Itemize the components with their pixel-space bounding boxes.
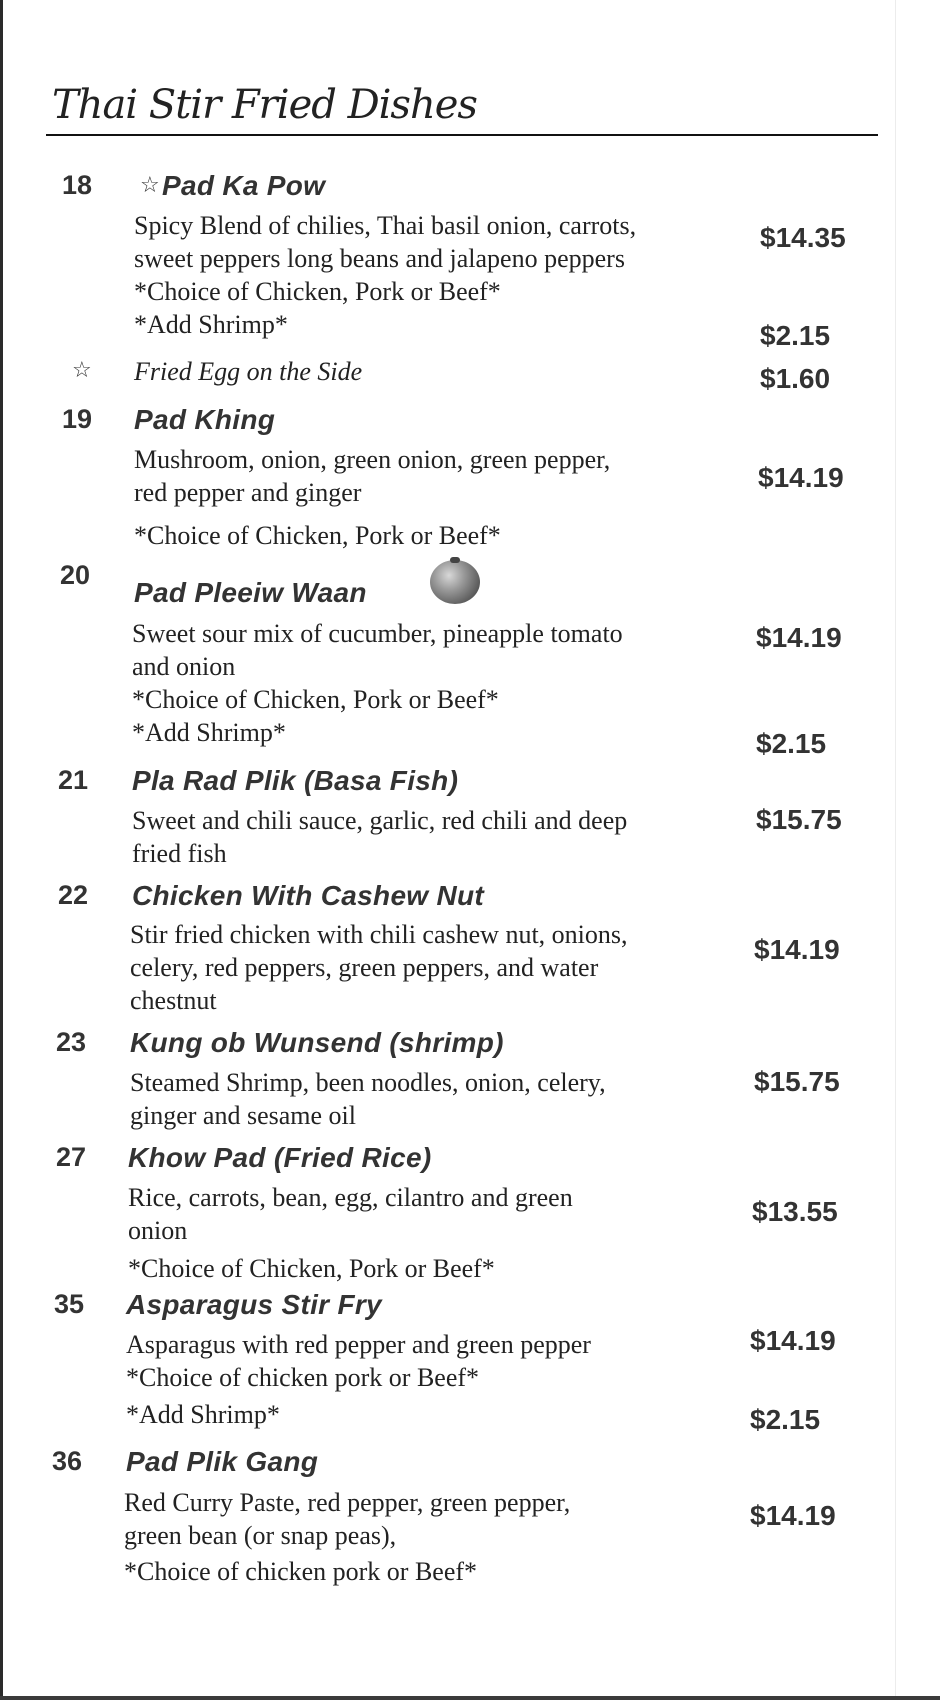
item-name: Asparagus Stir Fry: [126, 1289, 382, 1320]
item-number: 22: [58, 880, 89, 910]
item-number: 27: [56, 1142, 87, 1172]
item-description: fried fish: [132, 839, 227, 868]
item-price: $15.75: [756, 804, 842, 835]
section-title: Thai Stir Fried Dishes: [52, 82, 477, 128]
item-name: Pad Ka Pow: [162, 170, 326, 201]
item-name: Kung ob Wunsend (shrimp): [130, 1027, 504, 1058]
scan-edge-left: [0, 0, 3, 1700]
item-number: 21: [58, 765, 89, 795]
tomato-icon: [430, 560, 480, 604]
item-choice: *Choice of Chicken, Pork or Beef*: [134, 521, 501, 550]
item-number: 35: [54, 1289, 85, 1319]
item-price: $14.19: [750, 1500, 836, 1531]
item-name: Pad Pleeiw Waan: [134, 577, 367, 608]
item-number: 19: [62, 404, 93, 434]
item-number: 36: [52, 1446, 83, 1476]
item-choice: *Choice of chicken pork or Beef*: [126, 1363, 480, 1392]
item-choice: *Choice of Chicken, Pork or Beef*: [132, 685, 499, 714]
item-description: and onion: [132, 652, 236, 681]
star-outline-icon: ☆: [72, 358, 92, 383]
item-number: 20: [60, 560, 91, 590]
item-choice: *Choice of Chicken, Pork or Beef*: [134, 277, 501, 306]
item-description: ginger and sesame oil: [130, 1101, 356, 1130]
item-number: 18: [62, 170, 93, 200]
item-description: sweet peppers long beans and jalapeno peppers: [134, 244, 625, 273]
item-price: $14.35: [760, 222, 846, 253]
item-description: red pepper and ginger: [134, 478, 362, 507]
item-price: $1.60: [760, 363, 831, 394]
star-outline-icon: ☆: [140, 173, 160, 198]
item-price: $14.19: [756, 622, 842, 653]
item-description: onion: [128, 1216, 188, 1245]
item-description: Sweet and chili sauce, garlic, red chili and deep: [132, 806, 628, 835]
item-addon: *Add Shrimp*: [126, 1400, 280, 1429]
item-addon: *Add Shrimp*: [132, 718, 286, 747]
item-price: $13.55: [752, 1196, 838, 1227]
item-name: Pla Rad Plik (Basa Fish): [132, 765, 459, 796]
item-price: $15.75: [754, 1066, 840, 1097]
item-name: Pad Plik Gang: [126, 1446, 319, 1477]
title-underline: [46, 134, 878, 136]
item-choice: *Choice of Chicken, Pork or Beef*: [128, 1254, 495, 1283]
item-description: Spicy Blend of chilies, Thai basil onion, carrots,: [134, 211, 637, 240]
item-description: Mushroom, onion, green onion, green pepper,: [134, 445, 611, 474]
item-description: Stir fried chicken with chili cashew nut, onions,: [130, 920, 628, 949]
tomato-stem: [450, 557, 460, 563]
item-choice: *Choice of chicken pork or Beef*: [124, 1557, 478, 1586]
item-name: Chicken With Cashew Nut: [132, 880, 485, 911]
item-price: $14.19: [750, 1325, 836, 1356]
addon-price: $2.15: [760, 320, 831, 351]
item-price: $14.19: [758, 462, 844, 493]
addon-price: $2.15: [756, 728, 827, 759]
item-description: Asparagus with red pepper and green pepper: [126, 1330, 591, 1359]
item-description: green bean (or snap peas),: [124, 1521, 397, 1550]
item-name: Pad Khing: [134, 404, 276, 435]
item-addon: *Add Shrimp*: [134, 310, 288, 339]
item-description: Red Curry Paste, red pepper, green pepper,: [124, 1488, 571, 1517]
item-description: Rice, carrots, bean, egg, cilantro and green: [128, 1183, 573, 1212]
item-price: $14.19: [754, 934, 840, 965]
addon-price: $2.15: [750, 1404, 821, 1435]
item-description: chestnut: [130, 986, 217, 1015]
item-description: Sweet sour mix of cucumber, pineapple tomato: [132, 619, 623, 648]
item-description: celery, red peppers, green peppers, and water: [130, 953, 599, 982]
item-name: Fried Egg on the Side: [134, 357, 363, 386]
item-number: 23: [56, 1027, 87, 1057]
scan-edge-right: [895, 0, 896, 1700]
item-name: Khow Pad (Fried Rice): [128, 1142, 432, 1173]
scan-edge-bottom: [0, 1696, 940, 1700]
item-description: Steamed Shrimp, been noodles, onion, celery,: [130, 1068, 606, 1097]
